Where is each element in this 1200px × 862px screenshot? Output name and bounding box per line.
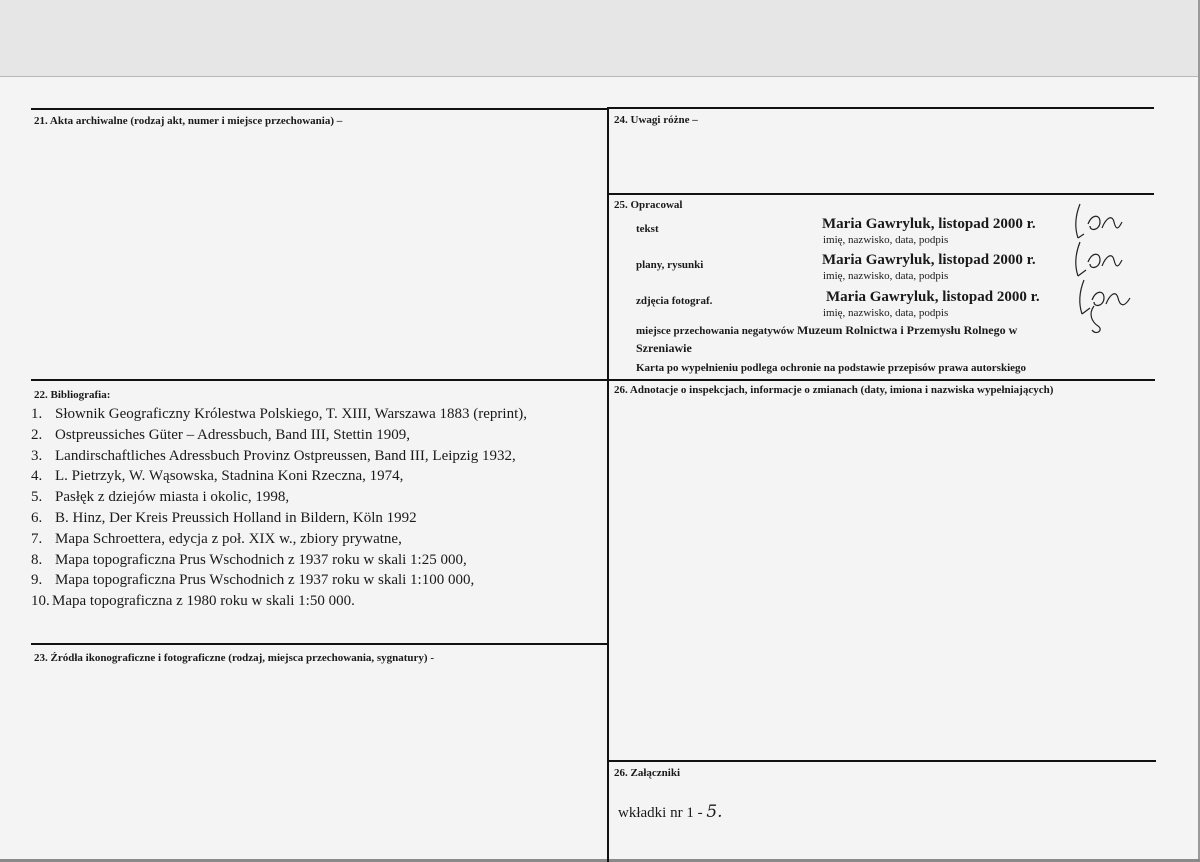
negatives-value-cont: Szreniawie bbox=[636, 341, 692, 355]
bibliography-list bbox=[31, 404, 527, 612]
prepared-row-name-text: Maria Gawryluk, listopad 2000 r. bbox=[822, 216, 1036, 232]
bibliography-item bbox=[31, 487, 527, 508]
bibliography-item-text: Mapa topograficzna Prus Wschodnich z 1937 roku w skali 1:100 000, bbox=[55, 572, 475, 589]
bibliography-item bbox=[31, 446, 527, 467]
bibliography-item-text: Ostpreussiches Güter – Adressbuch, Band III, Stettin 1909, bbox=[55, 426, 410, 443]
bibliography-item bbox=[31, 404, 527, 425]
attachments-text-line bbox=[618, 802, 723, 822]
bibliography-item bbox=[31, 425, 527, 446]
bibliography-item-text: Landirschaftliches Adressbuch Provinz Ostpreussen, Band III, Leipzig 1932, bbox=[55, 447, 516, 464]
bibliography-item-number: 3. bbox=[31, 447, 43, 464]
bibliography-item-number: 1. bbox=[31, 406, 43, 422]
prepared-row-label-text: tekst bbox=[636, 223, 659, 235]
attachments-text: wkładki nr 1 - bbox=[618, 805, 703, 821]
prepared-row-sub-text: imię, nazwisko, data, podpis bbox=[823, 234, 949, 246]
section-26-title: 26. Adnotacje o inspekcjach, informacje o zmianach (daty, imiona i nazwiska wypełniających) bbox=[614, 384, 1054, 396]
section-23-title: 23. Źródła ikonograficzne i fotograficzne (rodzaj, miejsca przechowania, sygnatury) - bbox=[34, 652, 435, 664]
prepared-row-label-photos: zdjęcia fotograf. bbox=[636, 295, 713, 307]
rule-notes-bottom bbox=[608, 193, 1154, 195]
prepared-row-label-plans: plany, rysunki bbox=[636, 259, 704, 271]
negatives-label: miejsce przechowania negatywów bbox=[636, 325, 795, 337]
bibliography-item-text: Słownik Geograficzny Królestwa Polskiego, T. XIII, Warszawa 1883 (reprint), bbox=[55, 406, 528, 422]
scan-top-strip bbox=[0, 0, 1200, 76]
section-25-title: 25. Opracowal bbox=[614, 199, 683, 211]
bibliography-item-text: B. Hinz, Der Kreis Preussich Holland in Bildern, Köln 1992 bbox=[55, 509, 417, 526]
bibliography-item bbox=[31, 570, 527, 591]
bibliography-item-text: Mapa topograficzna Prus Wschodnich z 1937 roku w skali 1:25 000, bbox=[55, 551, 467, 568]
bibliography-item-number: 5. bbox=[31, 489, 43, 506]
negatives-value: Muzeum Rolnictwa i Przemysłu Rolnego w bbox=[797, 323, 1018, 337]
prepared-row-sub-plans: imię, nazwisko, data, podpis bbox=[823, 270, 949, 282]
bibliography-item-number: 6. bbox=[31, 509, 43, 526]
section-24-title: 24. Uwagi różne – bbox=[614, 114, 698, 126]
bibliography-item-number: 2. bbox=[31, 426, 43, 443]
bibliography-item-text: Pasłęk z dziejów miasta i okolic, 1998, bbox=[55, 489, 290, 506]
signature-3 bbox=[1070, 276, 1134, 336]
bibliography-item-number: 7. bbox=[31, 530, 43, 547]
section-22-title: 22. Bibliografia: bbox=[34, 389, 111, 401]
bibliography-item bbox=[31, 508, 527, 529]
negatives-storage bbox=[636, 323, 1017, 338]
rule-middle bbox=[31, 379, 1155, 381]
section-21-title: 21. Akta archiwalne (rodzaj akt, numer i miejsce przechowania) – bbox=[34, 115, 343, 127]
bibliography-item bbox=[31, 466, 527, 487]
bibliography-item bbox=[31, 550, 527, 571]
bibliography-item bbox=[31, 591, 527, 612]
bibliography-item-number: 9. bbox=[31, 572, 43, 589]
prepared-row-name-plans: Maria Gawryluk, listopad 2000 r. bbox=[822, 252, 1036, 268]
copyright-note: Karta po wypełnieniu podlega ochronie na podstawie przepisów prawa autorskiego bbox=[636, 362, 1027, 374]
bibliography-item-number: 4. bbox=[31, 468, 43, 485]
bibliography-item-text: L. Pietrzyk, W. Wąsowska, Stadnina Koni Rzeczna, 1974, bbox=[55, 468, 404, 485]
prepared-row-sub-photos: imię, nazwisko, data, podpis bbox=[823, 307, 949, 319]
bibliography-item bbox=[31, 529, 527, 550]
rule-attachments-top bbox=[608, 760, 1156, 762]
scan-top-edge bbox=[0, 76, 1200, 77]
rule-top-right bbox=[608, 107, 1154, 109]
prepared-row-name-photos: Maria Gawryluk, listopad 2000 r. bbox=[826, 289, 1040, 305]
attachments-handwritten: 5. bbox=[706, 802, 723, 822]
section-attachments-title: 26. Załączniki bbox=[614, 767, 681, 779]
bibliography-item-number: 8. bbox=[31, 551, 43, 568]
rule-bibliography-bottom bbox=[31, 643, 608, 645]
rule-vertical-divider bbox=[607, 107, 609, 862]
bibliography-item-number: 10. bbox=[31, 593, 50, 610]
rule-top-left bbox=[31, 108, 608, 110]
bibliography-item-text: Mapa topograficzna z 1980 roku w skali 1:50 000. bbox=[52, 593, 355, 610]
bibliography-item-text: Mapa Schroettera, edycja z poł. XIX w., zbiory prywatne, bbox=[55, 530, 402, 547]
